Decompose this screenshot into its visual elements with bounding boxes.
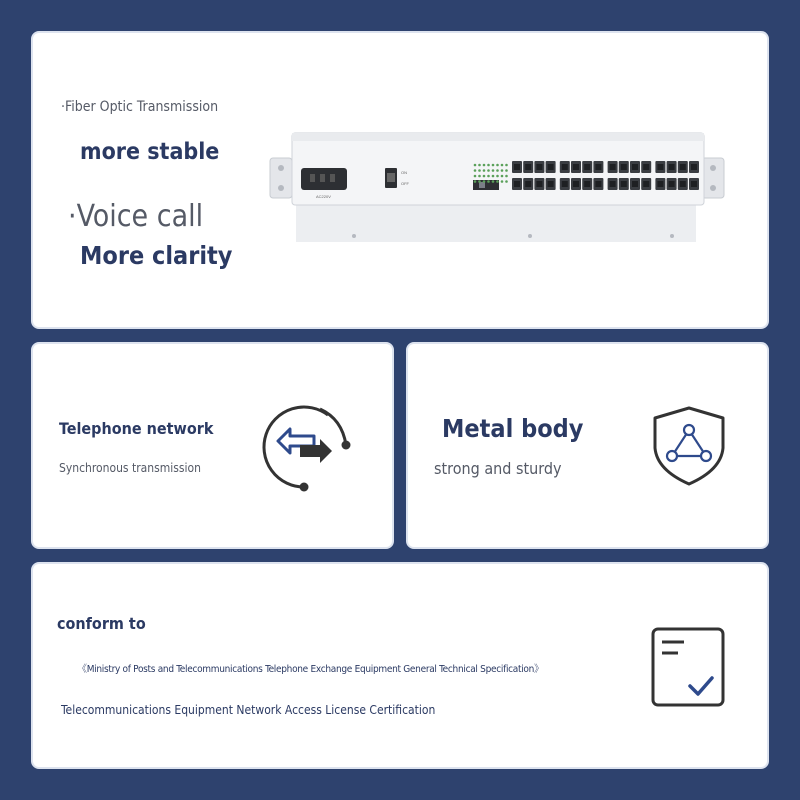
led-light [492,180,495,183]
rj11-port-socket [691,164,697,170]
led-light [501,169,504,172]
rj11-port-socket [584,164,590,170]
rj11-port-socket [657,164,663,170]
switch-off-label: OFF [401,181,409,186]
led-light [501,180,504,183]
feature-card-transmission [31,31,769,329]
led-light [492,169,495,172]
led-light [487,175,490,178]
rj11-port-socket [680,164,686,170]
led-light [496,175,499,178]
rj11-port-socket [680,181,686,187]
rj11-port-socket [669,181,675,187]
strong-sturdy-subtitle: strong and sturdy [434,459,562,478]
led-light [474,164,477,167]
led-light [474,175,477,178]
led-light [483,180,486,183]
telephone-network-title: Telephone network [59,419,214,438]
led-light [487,169,490,172]
synchronous-transmission-subtitle: Synchronous transmission [59,461,201,475]
rj11-port-socket [536,181,542,187]
more-stable-label: more stable [80,139,220,165]
switch-on-label: ON [401,170,407,175]
rj11-port-socket [632,164,638,170]
voice-call-label: ·Voice call [68,199,204,234]
rj11-port-socket [573,181,579,187]
led-light [487,164,490,167]
ministry-specification-text: 《Ministry of Posts and Telecommunications Telephone Exchange Equipment General Technical Specification》 [77,664,544,675]
rj11-port-socket [514,164,520,170]
rj11-port-socket [643,164,649,170]
led-light [505,175,508,178]
rj11-port-socket [525,164,531,170]
led-light [505,180,508,183]
rj11-port-socket [548,164,554,170]
metal-body-title: Metal body [442,414,584,443]
led-light [492,164,495,167]
led-light [487,180,490,183]
led-light [492,175,495,178]
rj11-port-socket [621,181,627,187]
feature-card-telephone-network [31,342,394,549]
led-light [505,164,508,167]
led-light [474,180,477,183]
led-light [478,175,481,178]
led-light [501,164,504,167]
led-light [483,164,486,167]
led-light [483,175,486,178]
led-light [483,169,486,172]
rj11-port-socket [657,181,663,187]
led-light [474,169,477,172]
rj11-port-socket [514,181,520,187]
rj11-port-socket [548,181,554,187]
rj11-port-socket [595,164,601,170]
rj11-port-socket [536,164,542,170]
led-light [478,164,481,167]
shield-triangle-icon [649,404,729,488]
led-light [505,169,508,172]
rj11-port-socket [610,164,616,170]
led-light [496,164,499,167]
rj11-port-socket [584,181,590,187]
rj11-port-socket [632,181,638,187]
transfer-arrows-icon [260,401,352,493]
led-light [501,175,504,178]
fiber-optic-label: ·Fiber Optic Transmission [61,99,219,115]
led-light [496,169,499,172]
document-check-icon [650,626,726,708]
led-light [496,180,499,183]
led-light [478,180,481,183]
feature-card-metal-body [406,342,769,549]
rj11-port-socket [595,181,601,187]
rj11-port-socket [643,181,649,187]
conform-to-title: conform to [57,614,146,633]
rack-device-image [268,128,728,248]
rj11-port-socket [562,181,568,187]
rj11-port-socket [691,181,697,187]
network-access-license-text: Telecommunications Equipment Network Access License Certification [61,703,436,717]
more-clarity-label: More clarity [80,241,233,270]
rj11-port-socket [610,181,616,187]
rj11-port-socket [573,164,579,170]
rj11-port-socket [621,164,627,170]
rj11-port-socket [525,181,531,187]
feature-card-certification [31,562,769,769]
power-label: AC220V [316,194,331,199]
rj11-port-socket [562,164,568,170]
led-light [478,169,481,172]
rj11-port-socket [669,164,675,170]
